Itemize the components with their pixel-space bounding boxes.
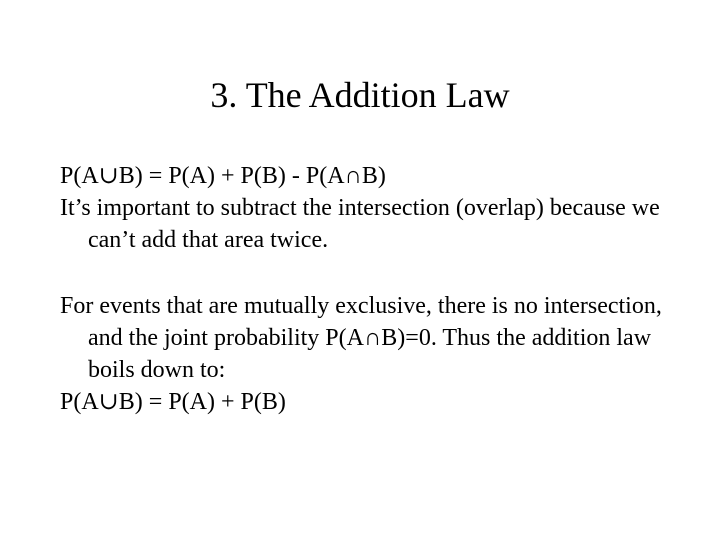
addition-law-formula: P(A∪B) = P(A) + P(B) - P(A∩B) bbox=[60, 163, 386, 189]
intersection-explanation: It’s important to subtract the intersection (overlap) because we can’t add that area twice. bbox=[60, 195, 660, 253]
slide-title: 3. The Addition Law bbox=[210, 75, 510, 115]
mutually-exclusive-explanation: For events that are mutually exclusive, there is no intersection, and the joint probability P(A∩B)=0. Thus the addition law boils down to: bbox=[60, 293, 662, 383]
simplified-addition-law-formula: P(A∪B) = P(A) + P(B) bbox=[60, 389, 286, 415]
slide-body bbox=[60, 160, 700, 418]
paragraph-spacer bbox=[60, 256, 700, 290]
